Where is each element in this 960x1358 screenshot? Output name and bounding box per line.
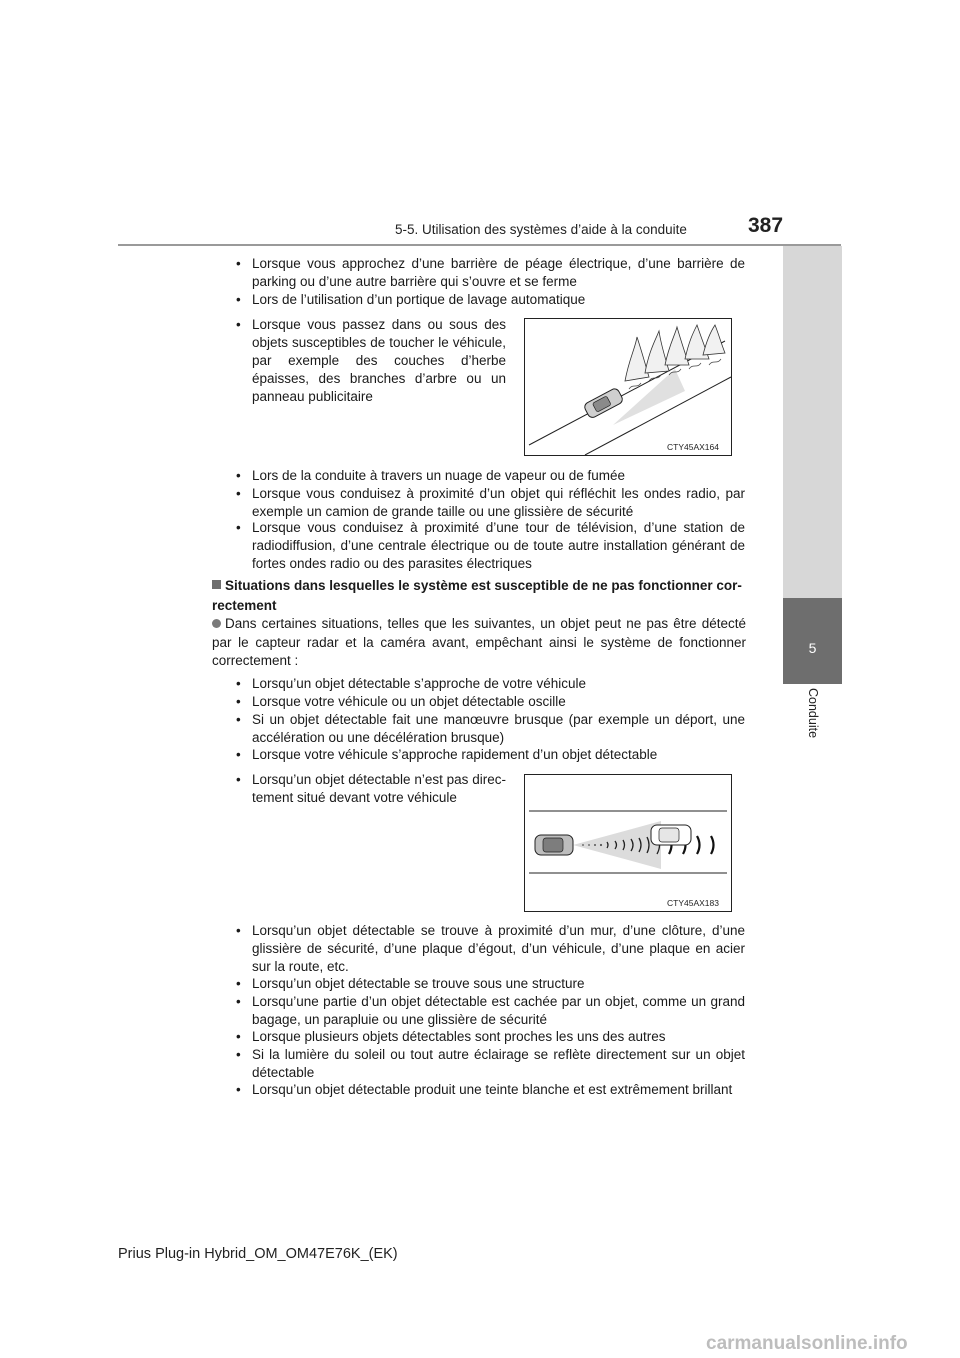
list-item (236, 1081, 745, 1099)
list-item (236, 746, 745, 764)
bullet-text: Si un objet détectable fait une manœuvre brusque (par exemple un déport, une accélération ou une décélération brusque) (252, 712, 745, 745)
bullet-text: Lorsque vous approchez d’une barrière de péage électrique, d’une barrière de parking ou d’une autre barrière qui s’ouvre et se ferme (252, 256, 745, 289)
list-item (236, 255, 745, 291)
list-item (236, 1028, 745, 1046)
bullet-dot: • (236, 923, 241, 938)
manual-id: Prius Plug-in Hybrid_OM_OM47E76K_(EK) (118, 1246, 398, 1262)
bullet-dot: • (236, 468, 241, 483)
bullet-dot: • (236, 747, 241, 762)
list-item (236, 711, 745, 747)
bullet-text: Lorsqu’un objet détectable se trouve à proximité d’un mur, d’une clôture, d’une glissière de sécurité, d’une plaque d’égout, d’un véhicule, d’une plaque en acier sur la route, etc. (252, 923, 745, 974)
bullet-text: Lorsque plusieurs objets détectables sont proches les uns des autres (252, 1029, 666, 1044)
section-heading (212, 576, 746, 616)
bullet-dot: • (236, 772, 241, 787)
illustration-radar-offset-target (525, 775, 731, 911)
watermark: carmanualsonline.info (706, 1333, 908, 1354)
bullet-dot: • (236, 292, 241, 307)
bullet-text: Lorsqu’une partie d’un objet détectable est cachée par un objet, comme un grand bagage, un parapluie ou une glissière de sécurité (252, 994, 745, 1027)
bullet-dot: • (236, 1047, 241, 1062)
bullet-dot: • (236, 694, 241, 709)
page-number: 387 (748, 214, 784, 237)
bullet-text: Lorsque vous passez dans ou sous des objets susceptibles de toucher le véhicule, par exemple des couches d’herbe épaisses, des branches d’arbre ou un panneau publicitaire (252, 317, 506, 404)
section-heading-text: Situations dans lesquelles le système est susceptible de ne pas fonctionner cor-rectement (212, 578, 742, 613)
list-item (236, 675, 745, 693)
own-car-icon (535, 835, 573, 855)
bullet-text: Lorsqu’un objet détectable produit une teinte blanche et est extrêmement brillant (252, 1082, 733, 1097)
side-tab-band (783, 246, 842, 598)
section-title: 5-5. Utilisation des systèmes d’aide à la conduite (395, 222, 687, 237)
bullet-text: Lorsque votre véhicule ou un objet détectable oscille (252, 694, 566, 709)
list-item (236, 485, 745, 521)
list-item (236, 975, 745, 993)
circle-bullet-icon (212, 619, 221, 628)
illustration-car-under-branches (525, 319, 731, 455)
header-rule (118, 244, 841, 246)
list-item (236, 693, 745, 711)
car-icon (583, 387, 624, 419)
bullet-text: Lorsqu’un objet détectable se trouve sous une structure (252, 976, 585, 991)
bullet-text: Lorsque vous conduisez à proximité d’un objet qui réfléchit les ondes radio, par exemple un camion de grande taille ou une glissière de sécurité (252, 486, 745, 519)
bullet-text: Lors de la conduite à travers un nuage de vapeur ou de fumée (252, 468, 626, 483)
bullet-text: Si la lumière du soleil ou tout autre éclairage se reflète directement sur un objet détectable (252, 1047, 745, 1080)
list-item (236, 922, 745, 976)
list-item (236, 771, 506, 807)
bullet-dot: • (236, 317, 241, 332)
bullet-dot: • (236, 712, 241, 727)
bullet-text: Lorsqu’un objet détectable s’approche de votre véhicule (252, 676, 586, 691)
chapter-label: Conduite (806, 688, 820, 739)
bullet-dot: • (236, 994, 241, 1009)
list-item (236, 1046, 745, 1082)
list-item (236, 519, 745, 573)
target-car-icon (651, 825, 691, 845)
chapter-number: 5 (808, 640, 817, 656)
list-item (236, 467, 745, 485)
bullet-text: Lorsque votre véhicule s’approche rapidement d’un objet détectable (252, 747, 658, 762)
bullet-text: Lorsque vous conduisez à proximité d’une tour de télévision, d’une station de radiodiffusion, d’une centrale électrique ou de toute autre installation générant de fortes ondes radio ou des parasites électriques (252, 520, 745, 571)
figure-offset-vehicle (524, 774, 732, 912)
square-bullet-icon (212, 580, 221, 589)
bullet-text: Lorsqu’un objet détectable n’est pas direc-tement situé devant votre véhicule (252, 772, 506, 805)
list-item (236, 291, 745, 309)
figure-code: CTY45AX164 (667, 442, 719, 452)
bullet-text: Lors de l’utilisation d’un portique de lavage automatique (252, 292, 586, 307)
bullet-dot: • (236, 486, 241, 501)
intro-paragraph (212, 615, 746, 671)
figure-code: CTY45AX183 (667, 898, 719, 908)
bullet-dot: • (236, 520, 241, 535)
intro-text: Dans certaines situations, telles que les suivantes, un objet peut ne pas être détecté par le capteur radar et la caméra avant, empêchant ainsi le système de fonctionner correctement : (212, 616, 746, 668)
list-item (236, 993, 745, 1029)
bullet-dot: • (236, 676, 241, 691)
list-item (236, 316, 506, 406)
bullet-dot: • (236, 256, 241, 271)
figure-grass-branches (524, 318, 732, 456)
bullet-dot: • (236, 976, 241, 991)
bullet-dot: • (236, 1082, 241, 1097)
bullet-dot: • (236, 1029, 241, 1044)
